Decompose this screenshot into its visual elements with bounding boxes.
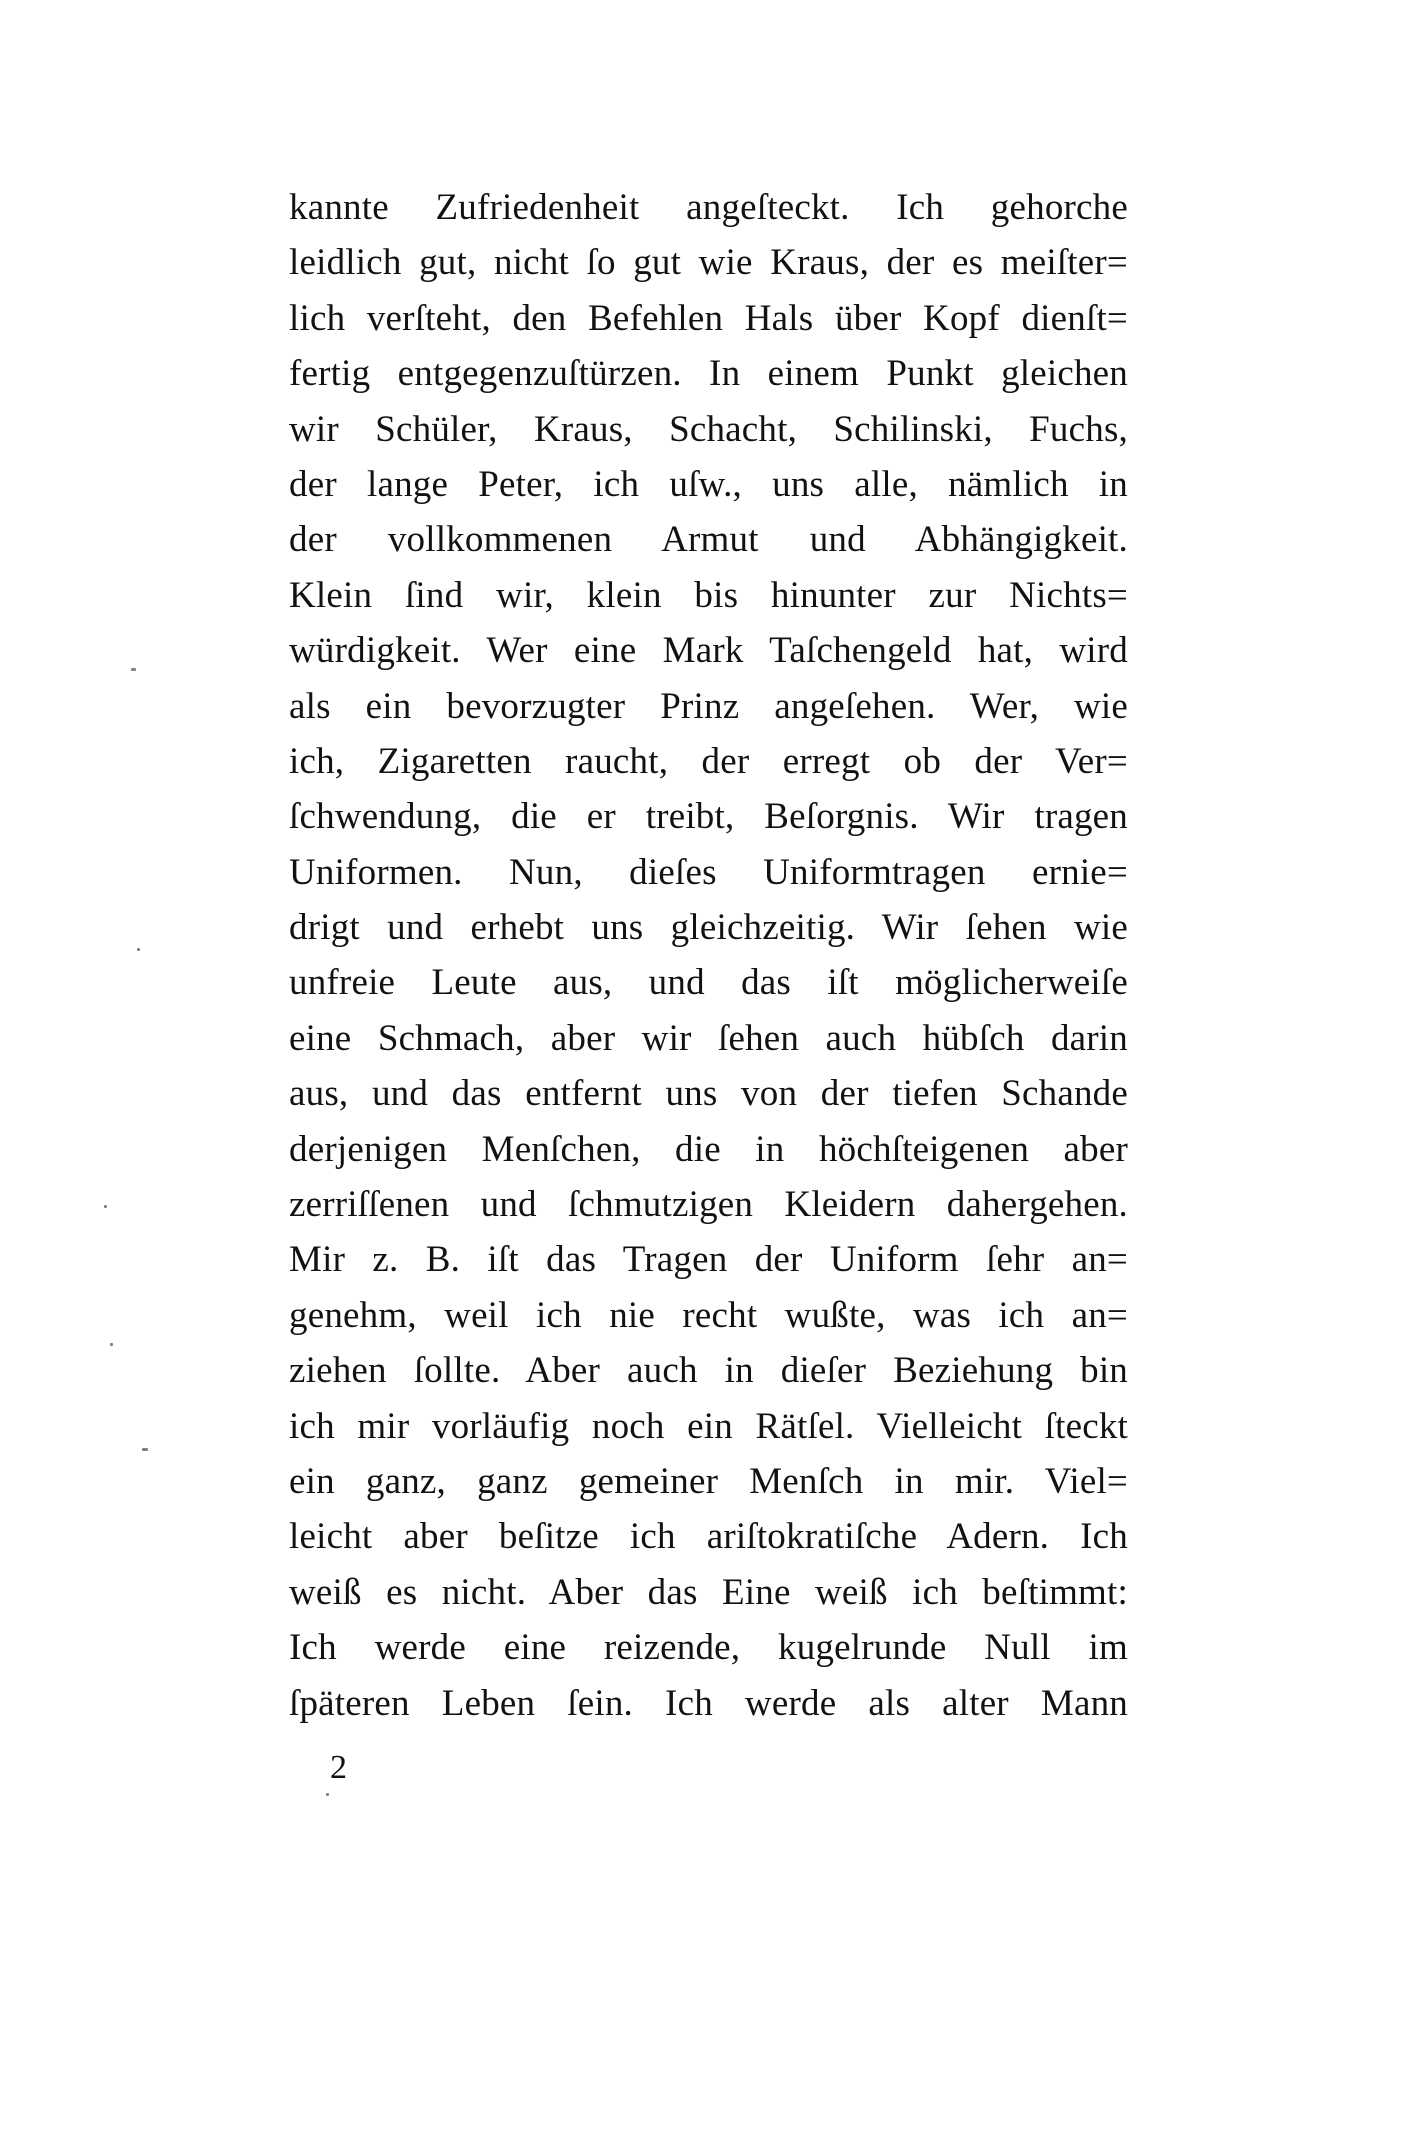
text-line: wir Schüler, Kraus, Schacht, Schilinski, Fuchs, xyxy=(289,408,1128,450)
text-line: ſpäteren Leben ſein. Ich werde als alter Mann xyxy=(289,1682,1128,1724)
text-line: als ein bevorzugter Prinz angeſehen. Wer, wie xyxy=(289,685,1128,727)
page-number: 2 xyxy=(330,1749,347,1786)
text-line: Uniformen. Nun, dieſes Uniformtragen ernie= xyxy=(289,851,1128,893)
text-line: der lange Peter, ich uſw., uns alle, nämlich in xyxy=(289,463,1128,505)
scan-speck xyxy=(142,1448,148,1451)
text-line: kannte Zufriedenheit angeſteckt. Ich gehorche xyxy=(289,187,1128,228)
text-line: lich verſteht, den Befehlen Hals über Kopf dienſt= xyxy=(289,297,1128,339)
scan-speck xyxy=(104,1205,107,1208)
scan-speck xyxy=(110,1343,113,1346)
text-line: eine Schmach, aber wir ſehen auch hübſch darin xyxy=(289,1017,1128,1059)
text-line: ein ganz, ganz gemeiner Menſch in mir. Viel= xyxy=(289,1460,1128,1502)
text-line: leicht aber beſitze ich ariſtokratiſche Adern. Ich xyxy=(289,1516,1128,1558)
text-line: zerriſſenen und ſchmutzigen Kleidern dahergehen. xyxy=(289,1184,1128,1226)
text-line: Mir z. B. iſt das Tragen der Uniform ſehr an= xyxy=(289,1239,1128,1281)
text-line: leidlich gut, nicht ſo gut wie Kraus, der es meiſter= xyxy=(289,242,1128,284)
text-line: ich, Zigaretten raucht, der erregt ob der Ver= xyxy=(289,740,1128,782)
text-line: unfreie Leute aus, und das iſt möglicherweiſe xyxy=(289,962,1128,1004)
scan-speck xyxy=(131,668,136,671)
text-line: drigt und erhebt uns gleichzeitig. Wir ſehen wie xyxy=(289,907,1128,949)
scan-speck xyxy=(326,1793,329,1796)
text-line: Klein ſind wir, klein bis hinunter zur Nichts= xyxy=(289,574,1128,616)
text-line: ich mir vorläufig noch ein Rätſel. Vielleicht ſteckt xyxy=(289,1405,1128,1447)
scan-speck xyxy=(137,948,140,951)
text-line: weiß es nicht. Aber das Eine weiß ich beſtimmt: xyxy=(289,1571,1128,1613)
body-text-block xyxy=(289,180,1128,1731)
text-line: genehm, weil ich nie recht wußte, was ich an= xyxy=(289,1294,1128,1336)
text-line: derjenigen Menſchen, die in höchſteigenen aber xyxy=(289,1128,1128,1170)
text-line: ziehen ſollte. Aber auch in dieſer Beziehung bin xyxy=(289,1350,1128,1392)
text-line: der vollkommenen Armut und Abhängigkeit. xyxy=(289,519,1128,561)
text-line: fertig entgegenzuſtürzen. In einem Punkt gleichen xyxy=(289,353,1128,395)
text-line: ſchwendung, die er treibt, Beſorgnis. Wir tragen xyxy=(289,796,1128,838)
text-line: Ich werde eine reizende, kugelrunde Null im xyxy=(289,1627,1128,1669)
text-line: würdigkeit. Wer eine Mark Taſchengeld hat, wird xyxy=(289,630,1128,672)
text-line: aus, und das entfernt uns von der tiefen Schande xyxy=(289,1073,1128,1115)
